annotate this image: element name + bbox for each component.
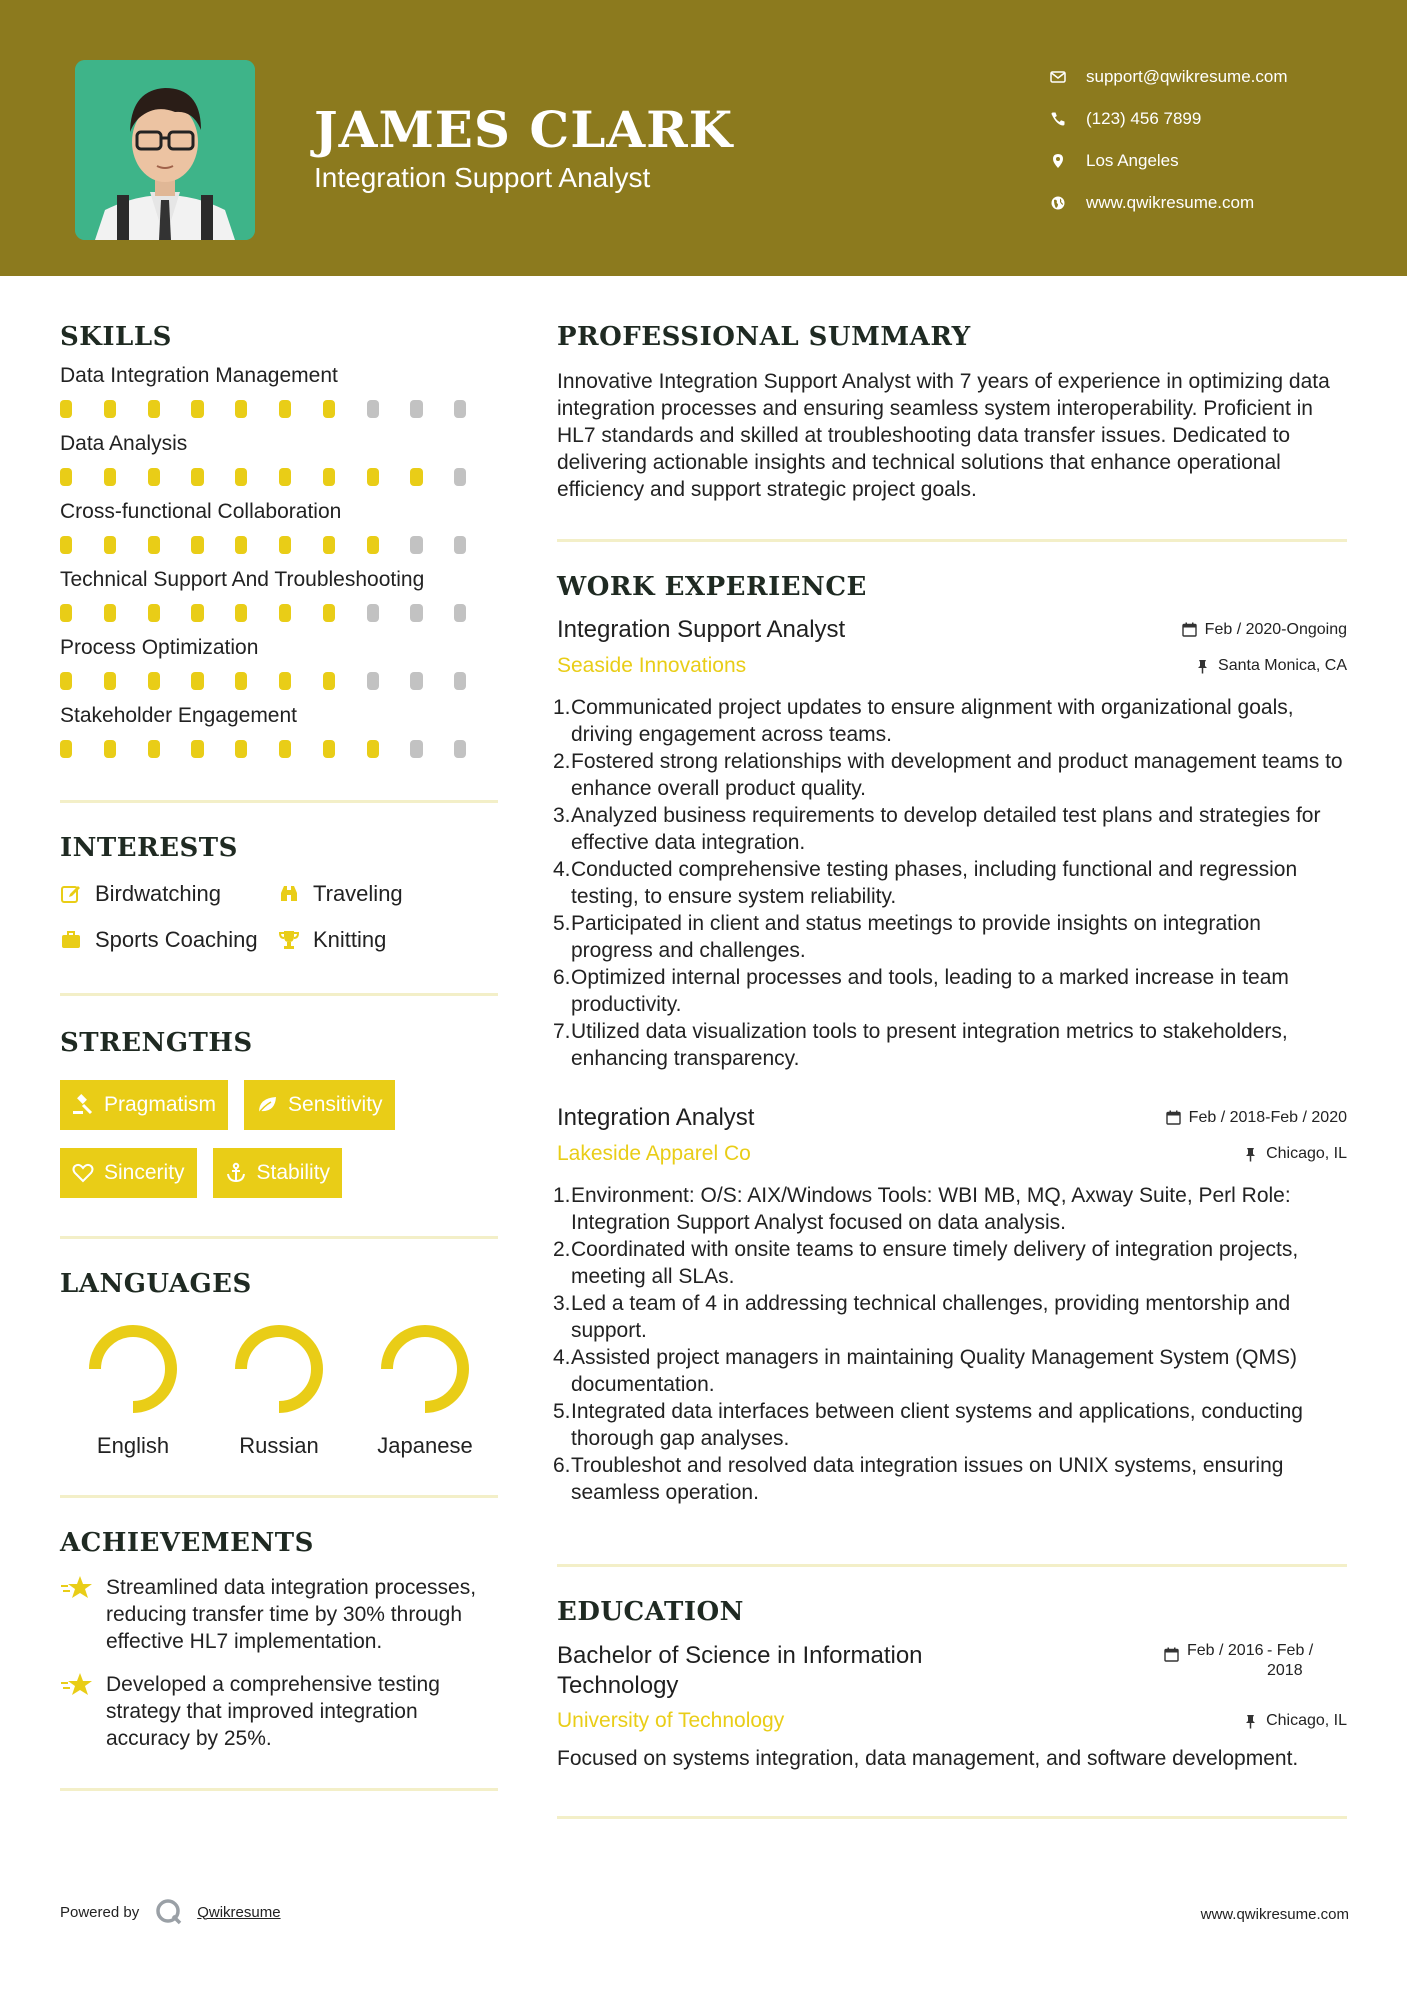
job-bullet-text: Coordinated with onsite teams to ensure timely delivery of integration projects, meeting all SLAs. [571, 1238, 1299, 1288]
achievement-text: Streamlined data integration processes, reducing transfer time by 30% through effective HL7 implementation. [106, 1576, 477, 1653]
envelope-icon [1050, 69, 1086, 85]
job-entry [553, 1104, 1347, 1506]
candidate-role: Integration Support Analyst [314, 162, 651, 193]
skill-name: Data Integration Management [60, 364, 338, 387]
language-proficiency-ring [85, 1321, 181, 1417]
skill-rating [60, 468, 498, 488]
interest-item [278, 927, 478, 953]
powered-by [60, 1898, 281, 1926]
job-title: Integration Support Analyst [557, 616, 846, 643]
language-proficiency-ring [377, 1321, 473, 1417]
skill-rating-dot [60, 468, 72, 486]
skill-rating-dot [454, 740, 466, 758]
job-bullet: 4. Assisted project managers in maintaining Quality Management System (QMS) documentation. [557, 1344, 1347, 1398]
skills-title: SKILLS [60, 322, 172, 352]
skill-rating-dot [367, 400, 379, 418]
interests-section [60, 833, 498, 953]
section-divider [60, 800, 498, 803]
resume-header [0, 0, 1407, 276]
skill-rating-dot [148, 672, 160, 690]
job-dates [1166, 1109, 1347, 1127]
job-dates-text: Feb / 2018-Feb / 2020 [1188, 1108, 1347, 1126]
interest-item [278, 881, 478, 907]
strength-tag [244, 1080, 395, 1130]
school-name: University of Technology [557, 1709, 785, 1732]
job-bullet-text: Participated in client and status meetings to provide insights on integration progress and challenges. [571, 912, 1261, 962]
achievements-section [60, 1528, 498, 1752]
education-section [557, 1597, 1347, 1772]
job-bullet-text: Fostered strong relationships with development and product management teams to enhance overall product quality. [571, 750, 1343, 800]
education-description: Focused on systems integration, data management, and software development. [557, 1747, 1299, 1770]
skill-name: Process Optimization [60, 636, 259, 659]
binoculars-icon [278, 883, 300, 905]
education-end: - Feb / 2018 [1267, 1642, 1314, 1679]
contact-website[interactable] [1050, 182, 1380, 224]
school-location-text: Chicago, IL [1266, 1712, 1347, 1729]
heart-icon [72, 1162, 94, 1184]
language-proficiency-arc [95, 1331, 171, 1407]
skills-list [60, 364, 498, 760]
contact-location [1050, 140, 1380, 182]
job-company: Seaside Innovations [557, 654, 747, 677]
pushpin-icon [1243, 1714, 1258, 1729]
section-divider [557, 539, 1347, 542]
contact-location-text: Los Angeles [1086, 151, 1179, 170]
profile-photo [75, 60, 255, 240]
achievement-text: Developed a comprehensive testing strategy that improved integration accuracy by 25%. [106, 1673, 440, 1750]
section-divider [60, 993, 498, 996]
skill-name: Technical Support And Troubleshooting [60, 568, 425, 591]
skill-rating-dot [104, 740, 116, 758]
job-title: Integration Analyst [557, 1104, 755, 1131]
job-dates-text: Feb / 2020-Ongoing [1204, 620, 1347, 638]
summary-text: Innovative Integration Support Analyst with 7 years of experience in optimizing data integration processes and ensuring seamless system interoperability. Proficient in HL7 standards and skilled at troubleshooting data transfer issues. Dedicated to delivering actionable insights and technical solutions that enhance operational efficiency and support strategic project goals. [557, 370, 1330, 501]
footer-website[interactable]: www.qwikresume.com [1200, 1906, 1349, 1923]
contact-email-text: support@qwikresume.com [1086, 67, 1288, 86]
job-location [1243, 1145, 1347, 1163]
skill-rating-dot [279, 468, 291, 486]
skill-rating-dot [104, 604, 116, 622]
skill-rating-dot [235, 468, 247, 486]
interest-item [60, 927, 278, 953]
anchor-icon [225, 1162, 247, 1184]
skill-rating [60, 740, 498, 760]
skill-rating-dot [454, 536, 466, 554]
skill-rating-dot [367, 604, 379, 622]
language-proficiency-arc [387, 1331, 463, 1407]
experience-section [553, 572, 1347, 1506]
language-name: English [96, 1433, 170, 1458]
skill-rating-dot [410, 672, 422, 690]
job-bullet-text: Utilized data visualization tools to present integration metrics to stakeholders, enhancing transparency. [571, 1020, 1288, 1070]
skill-rating-dot [148, 468, 160, 486]
job-bullet-text: Analyzed business requirements to develop detailed test plans and strategies for effective data integration. [571, 804, 1321, 854]
achievement-item [60, 1671, 498, 1752]
skill-rating-dot [235, 400, 247, 418]
experience-title: WORK EXPERIENCE [557, 572, 867, 602]
qwikresume-link[interactable]: Qwikresume [197, 1903, 281, 1921]
strength-label: Stability [256, 1161, 331, 1184]
strength-tag [60, 1080, 228, 1130]
skill-rating-dot [191, 536, 203, 554]
skill-rating-dot [323, 468, 335, 486]
job-dates [1182, 621, 1347, 639]
skill-rating-dot [60, 604, 72, 622]
contact-info [1050, 56, 1380, 224]
job-bullet-text: Environment: O/S: AIX/Windows Tools: WBI MB, MQ, Axway Suite, Perl Role: Integration Support Analyst focused on data analysis. [571, 1184, 1291, 1234]
skill-rating-dot [454, 468, 466, 486]
job-bullet: 2. Fostered strong relationships with development and product management teams to enhance overall product quality. [557, 748, 1347, 802]
skill-rating-dot [60, 740, 72, 758]
skill-rating-dot [191, 740, 203, 758]
skill-rating-dot [104, 400, 116, 418]
job-bullet: 5. Integrated data interfaces between client systems and applications, conducting thorough gap analyses. [557, 1398, 1347, 1452]
job-bullet: 4. Conducted comprehensive testing phases, including functional and regression testing, to ensure system reliability. [557, 856, 1347, 910]
skill-name: Cross-functional Collaboration [60, 500, 342, 523]
briefcase-icon [60, 929, 82, 951]
skill-rating-dot [367, 740, 379, 758]
powered-by-label: Powered by [60, 1903, 140, 1921]
strengths-list [60, 1080, 498, 1198]
skill-rating-dot [410, 536, 422, 554]
pencil-square-icon [60, 883, 82, 905]
skill-rating-dot [367, 468, 379, 486]
skill-rating-dot [367, 672, 379, 690]
language-name: Japanese [377, 1433, 473, 1458]
pushpin-icon [1195, 659, 1210, 674]
section-divider [60, 1788, 498, 1791]
skill-rating-dot [191, 468, 203, 486]
achievements-title: ACHIEVEMENTS [60, 1528, 314, 1558]
skill-rating-dot [410, 740, 422, 758]
skill-rating-dot [148, 740, 160, 758]
job-location [1195, 657, 1347, 675]
job-bullet-text: Troubleshot and resolved data integration issues on UNIX systems, ensuring seamless operation. [571, 1454, 1284, 1504]
job-location-text: Chicago, IL [1266, 1145, 1347, 1162]
gavel-icon [72, 1094, 94, 1116]
interest-label: Knitting [313, 927, 387, 952]
job-bullet: 1. Communicated project updates to ensure alignment with organizational goals, driving engagement across teams. [557, 694, 1347, 748]
contact-phone-text: (123) 456 7899 [1086, 109, 1202, 128]
skill-rating-dot [60, 400, 72, 418]
job-bullet-text: Communicated project updates to ensure alignment with organizational goals, driving engagement across teams. [571, 696, 1294, 746]
skill-rating-dot [410, 400, 422, 418]
skill-rating-dot [60, 536, 72, 554]
calendar-icon [1164, 1647, 1179, 1662]
languages-title: LANGUAGES [60, 1269, 252, 1299]
skill-name: Stakeholder Engagement [60, 704, 297, 727]
skill-rating-dot [323, 536, 335, 554]
summary-section [557, 322, 1347, 503]
strength-tag [213, 1148, 343, 1198]
skill-rating-dot [323, 740, 335, 758]
strength-label: Pragmatism [104, 1093, 217, 1116]
calendar-icon [1166, 1110, 1181, 1125]
star-icon [60, 1671, 94, 1699]
interest-item [60, 881, 278, 907]
interest-label: Sports Coaching [95, 927, 258, 952]
job-bullet: 1. Environment: O/S: AIX/Windows Tools: WBI MB, MQ, Axway Suite, Perl Role: Integration Support Analyst focused on data analysis. [557, 1182, 1347, 1236]
interests-list [60, 881, 498, 953]
language-item [60, 1321, 206, 1459]
education-start: Feb / 2016 [1187, 1642, 1264, 1659]
skill-rating-dot [60, 672, 72, 690]
candidate-name: JAMES CLARK [314, 100, 734, 159]
language-proficiency-arc [241, 1331, 317, 1407]
star-icon [60, 1574, 94, 1602]
leaf-icon [256, 1094, 278, 1116]
job-bullet-text: Led a team of 4 in addressing technical challenges, providing mentorship and support. [571, 1292, 1291, 1342]
skill-rating-dot [148, 400, 160, 418]
skill-rating-dot [235, 536, 247, 554]
languages-list [60, 1321, 498, 1459]
contact-email[interactable] [1050, 56, 1380, 98]
skill-rating-dot [279, 604, 291, 622]
skill-rating [60, 400, 498, 420]
job-bullet-text: Conducted comprehensive testing phases, including functional and regression testing, to ensure system reliability. [571, 858, 1298, 908]
job-bullet: 3. Led a team of 4 in addressing technical challenges, providing mentorship and support. [557, 1290, 1347, 1344]
skill-rating-dot [323, 672, 335, 690]
job-location-text: Santa Monica, CA [1218, 657, 1347, 674]
skill-rating-dot [454, 604, 466, 622]
calendar-icon [1182, 622, 1197, 637]
job-bullet: 6. Optimized internal processes and tools, leading to a marked increase in team productivity. [557, 964, 1347, 1018]
interest-label: Birdwatching [95, 881, 221, 906]
section-divider [60, 1495, 498, 1498]
job-bullets [553, 694, 1347, 1072]
job-bullet: 7. Utilized data visualization tools to present integration metrics to stakeholders, enhancing transparency. [557, 1018, 1347, 1072]
skill-rating-dot [104, 672, 116, 690]
job-bullet-text: Assisted project managers in maintaining Quality Management System (QMS) documentation. [571, 1346, 1297, 1396]
language-item [206, 1321, 352, 1459]
skill-rating-dot [148, 536, 160, 554]
skill-rating-dot [235, 672, 247, 690]
degree-title: Bachelor of Science in Information Technology [557, 1642, 923, 1699]
skill-rating-dot [367, 536, 379, 554]
skill-rating-dot [454, 400, 466, 418]
skill-rating-dot [279, 672, 291, 690]
skill-name: Data Analysis [60, 432, 188, 455]
strength-label: Sincerity [104, 1161, 185, 1184]
skill-rating-dot [279, 400, 291, 418]
skill-rating-dot [235, 604, 247, 622]
skill-rating-dot [410, 468, 422, 486]
job-bullet: 5. Participated in client and status meetings to provide insights on integration progress and challenges. [557, 910, 1347, 964]
job-bullet: 3. Analyzed business requirements to develop detailed test plans and strategies for effective data integration. [557, 802, 1347, 856]
skill-rating-dot [279, 536, 291, 554]
skill-rating-dot [279, 740, 291, 758]
right-column [553, 322, 1347, 1819]
skill-rating-dot [235, 740, 247, 758]
languages-section [60, 1269, 498, 1459]
language-item [352, 1321, 498, 1459]
contact-website-text: www.qwikresume.com [1086, 193, 1255, 212]
skill-rating-dot [191, 400, 203, 418]
strength-tag [60, 1148, 197, 1198]
school-location [1243, 1712, 1347, 1730]
interest-label: Traveling [313, 881, 403, 906]
skill-rating-dot [454, 672, 466, 690]
section-divider [60, 1236, 498, 1239]
contact-phone[interactable] [1050, 98, 1380, 140]
skill-rating-dot [323, 604, 335, 622]
left-column [60, 322, 498, 1791]
globe-icon [1050, 195, 1086, 211]
language-proficiency-ring [231, 1321, 327, 1417]
achievement-item [60, 1574, 498, 1655]
skill-rating-dot [191, 604, 203, 622]
skill-rating [60, 672, 498, 692]
skill-rating-dot [148, 604, 160, 622]
skills-section [60, 322, 498, 760]
interests-title: INTERESTS [60, 833, 238, 863]
job-bullet: 6. Troubleshot and resolved data integration issues on UNIX systems, ensuring seamless operation. [557, 1452, 1347, 1506]
job-bullet-text: Optimized internal processes and tools, leading to a marked increase in team productivity. [571, 966, 1289, 1016]
section-divider [557, 1816, 1347, 1819]
language-name: Russian [239, 1433, 319, 1458]
skill-rating [60, 604, 498, 624]
strengths-section [60, 1028, 498, 1198]
job-bullet: 2. Coordinated with onsite teams to ensure timely delivery of integration projects, meeting all SLAs. [557, 1236, 1347, 1290]
trophy-icon [278, 929, 300, 951]
job-entry [553, 616, 1347, 1072]
strength-label: Sensitivity [288, 1093, 383, 1116]
pushpin-icon [1243, 1147, 1258, 1162]
job-company: Lakeside Apparel Co [557, 1142, 751, 1165]
skill-rating-dot [191, 672, 203, 690]
phone-icon [1050, 111, 1086, 127]
strengths-title: STRENGTHS [60, 1028, 253, 1058]
skill-rating-dot [410, 604, 422, 622]
map-pin-icon [1050, 153, 1086, 169]
skill-rating-dot [104, 536, 116, 554]
section-divider [557, 1564, 1347, 1567]
skill-rating-dot [104, 468, 116, 486]
skill-rating [60, 536, 498, 556]
job-bullet-text: Integrated data interfaces between client systems and applications, conducting thorough gap analyses. [571, 1400, 1303, 1450]
qwikresume-logo-icon [155, 1898, 183, 1926]
job-bullets [553, 1182, 1347, 1506]
summary-title: PROFESSIONAL SUMMARY [557, 322, 971, 352]
education-dates [1164, 1641, 1347, 1681]
education-title: EDUCATION [557, 1597, 744, 1627]
skill-rating-dot [323, 400, 335, 418]
